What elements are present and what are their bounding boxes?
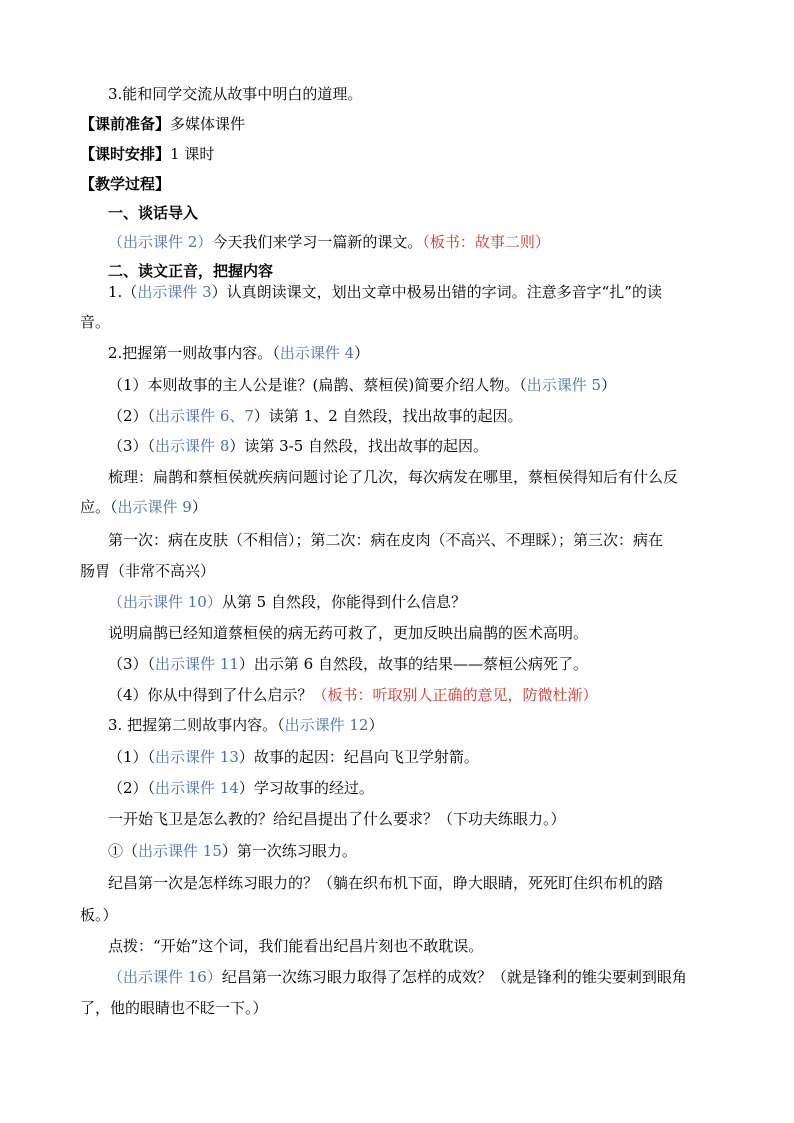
question-2: （2）（出示课件 6、7）读第 1、2 自然段，找出故事的起因。 (108, 407, 523, 425)
question-3: （3）（出示课件 8）读第 3-5 自然段，找出故事的起因。 (108, 437, 489, 455)
slide-16-line-cont: 了，他的眼睛也不眨一下。） (80, 999, 268, 1017)
lesson-line: （4）你从中得到了什么启示？（板书：听取别人正确的意见，防微杜渐） (108, 686, 598, 704)
question-1: （1）本则故事的主人公是谁？(扁鹊、蔡桓侯)简要介绍人物。（出示课件 5） (108, 376, 617, 394)
hint-line: 点拨：“开始”这个词，我们能看出纪昌片刻也不敢耽误。 (108, 937, 484, 955)
prep-line: 【课前准备】多媒体课件 (80, 115, 246, 133)
summary-line: 梳理：扁鹊和蔡桓侯就疾病问题讨论了几次，每次病发在哪里，蔡桓侯得知后有什么反 (108, 468, 679, 486)
step-1-line-cont: 音。 (80, 313, 111, 331)
story2-q1: （1）（出示课件 13）故事的起因：纪昌向飞卫学射箭。 (108, 748, 479, 766)
teaching-question: 一开始飞卫是怎么教的？给纪昌提出了什么要求？（下功夫练眼力。） (108, 810, 566, 828)
practice-question: 纪昌第一次是怎样练习眼力的？（躺在织布机下面，睁大眼睛，死死盯住织布机的踏 (108, 874, 664, 892)
explanation-line: 说明扁鹊已经知道蔡桓侯的病无药可救了，更加反映出扁鹊的医术高明。 (108, 624, 589, 642)
step-3-line: 3. 把握第二则故事内容。（出示课件 12） (108, 716, 384, 734)
schedule-line: 【课时安排】1 课时 (80, 145, 215, 163)
practice-question-cont: 板。） (80, 906, 118, 924)
step-1-line: 1.（出示课件 3）认真朗读课文，划出文章中极易出错的字词。注意多音字“扎”的读 (108, 283, 662, 301)
step-2-line: 2.把握第一则故事内容。（出示课件 4） (108, 344, 370, 362)
stages-line-cont: 肠胃（非常不高兴） (80, 562, 216, 580)
summary-line-cont: 应。（出示课件 9） (80, 498, 207, 516)
section-1-heading: 一、谈话导入 (108, 204, 199, 222)
intro-line: （出示课件 2）今天我们来学习一篇新的课文。（板书：故事二则） (108, 233, 550, 251)
section-2-heading: 二、读文正音，把握内容 (108, 262, 274, 280)
story2-q2: （2）（出示课件 14）学习故事的经过。 (108, 779, 374, 797)
slide-10-line: （出示课件 10）从第 5 自然段，你能得到什么信息？ (108, 593, 466, 611)
process-heading: 【教学过程】 (80, 175, 171, 193)
practice-1-line: ①（出示课件 15）第一次练习眼力。 (108, 842, 357, 860)
stages-line: 第一次：病在皮肤（不相信）；第二次：病在皮肉（不高兴、不理睬）；第三次：病在 (108, 531, 664, 549)
objective-3: 3.能和同学交流从故事中明白的道理。 (108, 85, 363, 103)
result-line: （3）（出示课件 11）出示第 6 自然段，故事的结果——蔡桓公病死了。 (108, 655, 588, 673)
slide-16-line: （出示课件 16）纪昌第一次练习眼力取得了怎样的成效？（就是锋利的锥尖要刺到眼角 (108, 968, 687, 986)
